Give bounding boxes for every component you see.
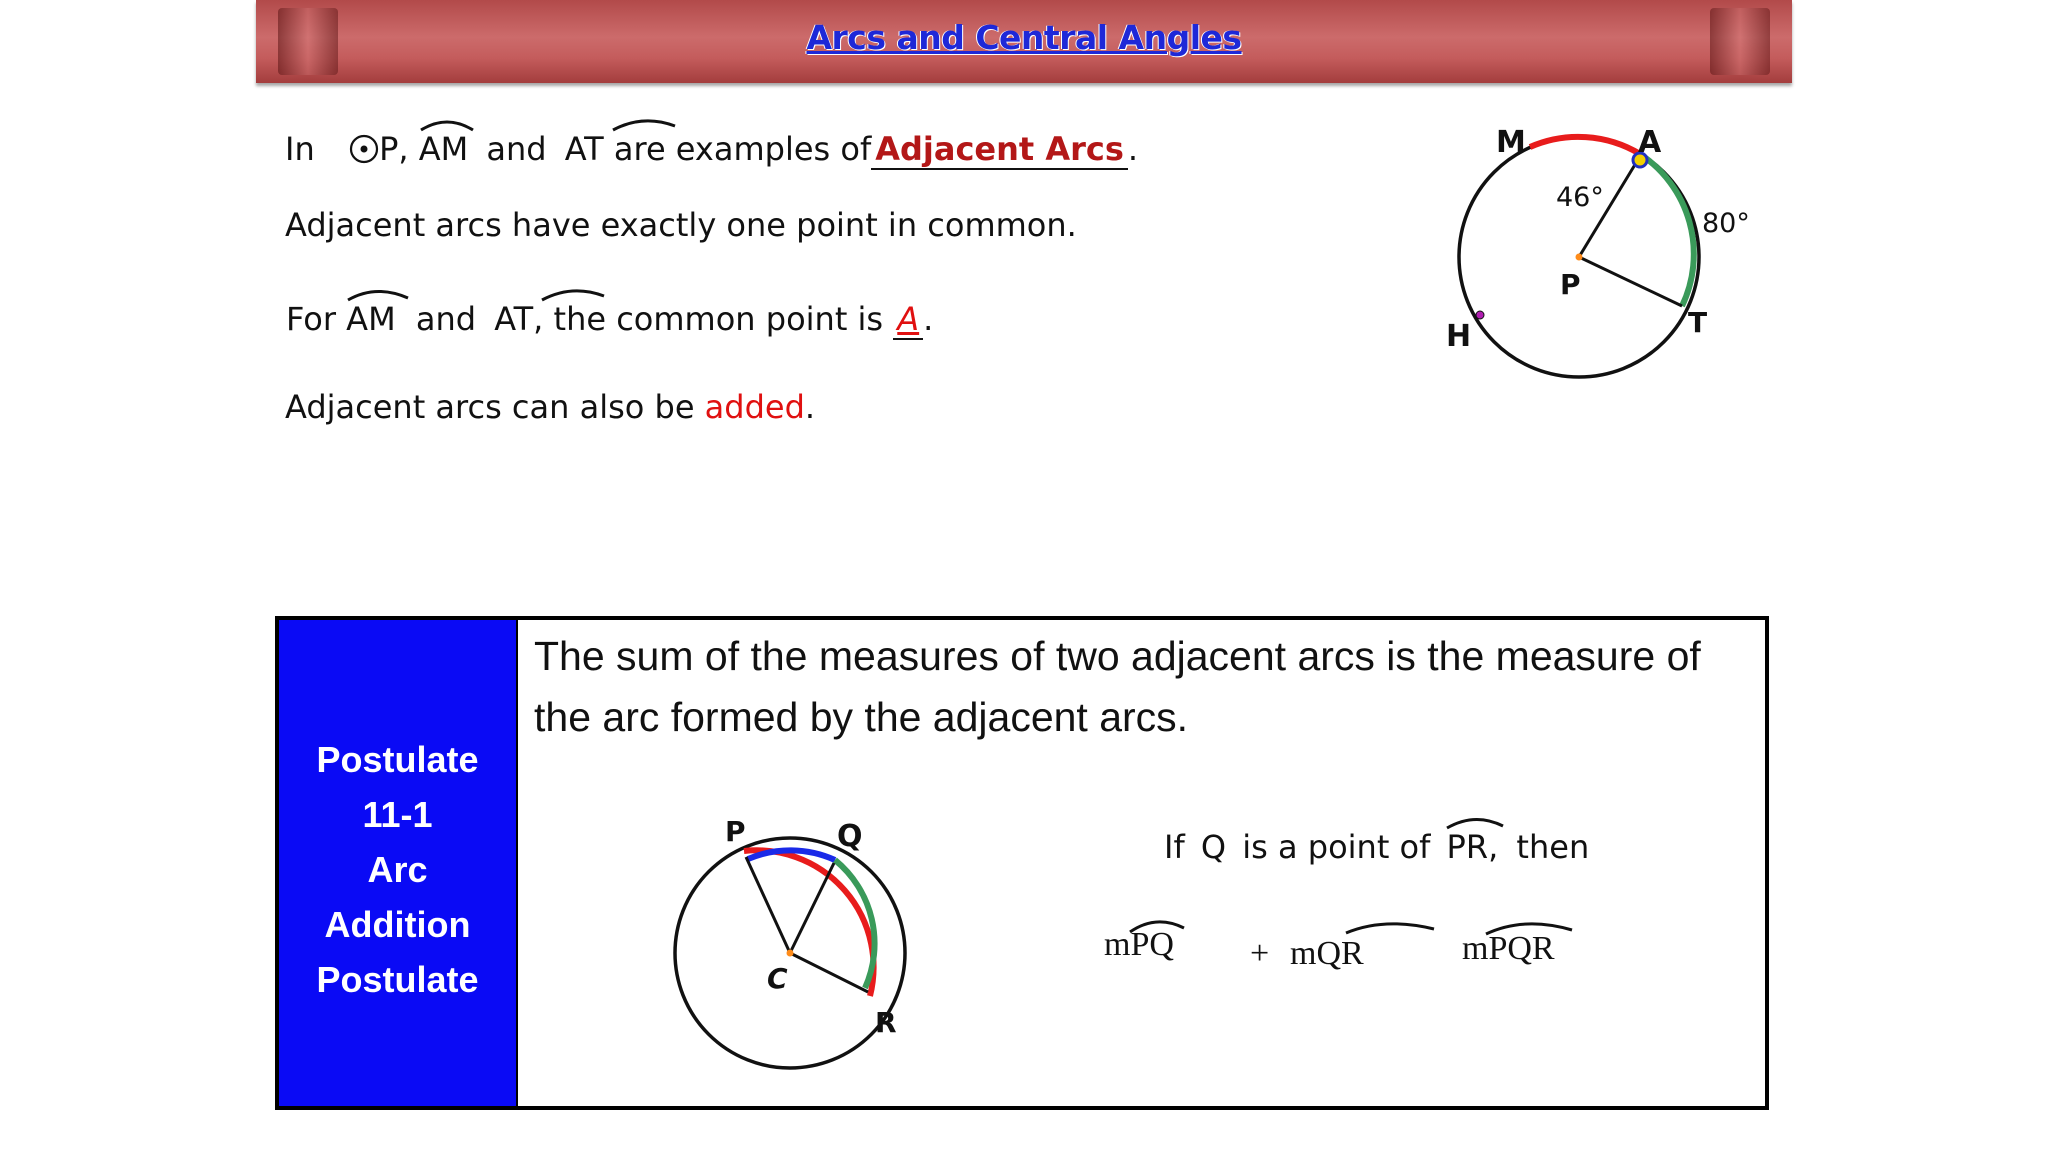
- arc-at-label: AT,: [494, 300, 544, 338]
- arc-at-notation: [494, 300, 543, 338]
- postulate-statement: The sum of the measures of two adjacent arcs is the measure of the arc formed by the adjacent arcs.: [534, 633, 1701, 740]
- line-can-be-added: [285, 388, 815, 426]
- label-p: P: [725, 815, 746, 848]
- condition-line: [1164, 828, 1589, 866]
- answer-blank: [893, 300, 923, 340]
- word-and: and: [486, 130, 547, 168]
- arc-mark-icon: [1484, 916, 1594, 938]
- arc-mark-icon: [417, 114, 477, 134]
- radius-cq: [790, 863, 834, 953]
- title-banner: [256, 0, 1792, 83]
- period: .: [1127, 130, 1139, 168]
- arc-at-measure: 80°: [1702, 208, 1750, 239]
- radius-cr: [790, 953, 868, 992]
- phrase-is-a-point-of: is a point of: [1242, 828, 1431, 866]
- arc-at-notation: [565, 130, 604, 168]
- line-adjacent-arcs-definition: [285, 130, 1138, 170]
- postulate-box: [275, 616, 1769, 1110]
- term-mpqr-label: mPQR: [1462, 930, 1555, 967]
- line-one-point-in-common: Adjacent arcs have exactly one point in common.: [285, 206, 1077, 244]
- circle-c-diagram: [647, 806, 967, 1106]
- arc-mark-icon: [344, 284, 414, 304]
- period: .: [804, 388, 816, 426]
- angle-mpa-measure: 46°: [1556, 182, 1604, 213]
- term-mqr: [1290, 935, 1364, 973]
- answer-adjacent-arcs: Adjacent Arcs: [875, 130, 1124, 168]
- arc-qr: [835, 860, 875, 988]
- postulate-label-line: Addition: [324, 904, 471, 945]
- line-can-be-added-text: Adjacent arcs can also be: [285, 388, 695, 426]
- term-mpqr: [1462, 930, 1555, 968]
- arc-mark-icon: [609, 114, 739, 134]
- word-for: For: [286, 300, 336, 338]
- arc-mark-icon: [1344, 917, 1444, 939]
- radius-cp: [746, 857, 790, 953]
- label-a: A: [1638, 125, 1662, 160]
- postulate-label-line: 11-1: [362, 794, 433, 835]
- answer-blank: [871, 130, 1128, 170]
- word-if: If: [1164, 828, 1185, 866]
- term-mpq-label: mPQ: [1104, 926, 1174, 963]
- label-t: T: [1688, 306, 1708, 339]
- arc-am-notation: [346, 300, 396, 338]
- postulate-label: [279, 732, 516, 1007]
- arc-pr-outer: [744, 850, 874, 996]
- phrase-are-examples-of: are examples of: [613, 130, 872, 168]
- circle-symbol-icon: [349, 134, 379, 164]
- term-mqr-label: mQR: [1290, 935, 1364, 972]
- word-added: added: [704, 388, 805, 426]
- radius-pm-line: [1420, 110, 1780, 390]
- label-c: C: [767, 962, 788, 995]
- circle-name: P,: [379, 130, 409, 168]
- point-q: Q: [1200, 828, 1227, 866]
- label-m: M: [1496, 125, 1526, 160]
- answer-point-a: A: [897, 300, 920, 338]
- postulate-label-line: Postulate: [316, 959, 479, 1000]
- arc-at-label: AT: [564, 130, 604, 168]
- arc-pr-notation: [1447, 828, 1499, 866]
- postulate-label-line: Arc: [367, 849, 428, 890]
- term-mpq: [1104, 926, 1174, 964]
- label-p: P: [1560, 268, 1581, 301]
- postulate-sidebar: [279, 620, 518, 1106]
- period: .: [923, 300, 934, 338]
- arc-mark-icon: [538, 284, 668, 304]
- page-title: Arcs and Central Angles: [806, 18, 1242, 57]
- arc-mark-icon: [1126, 914, 1216, 936]
- line-common-point: [286, 300, 933, 340]
- arc-am-label: AM: [418, 130, 469, 168]
- label-q: Q: [837, 819, 863, 854]
- arc-am-label: AM: [346, 300, 396, 338]
- postulate-label-line: Postulate: [316, 739, 479, 780]
- arc-mark-icon: [1445, 812, 1515, 832]
- label-h: H: [1446, 319, 1472, 354]
- arc-am-notation: [419, 130, 469, 168]
- plus-sign: +: [1250, 935, 1270, 972]
- phrase-common-point-is: the common point is: [553, 300, 884, 338]
- word-then: then: [1516, 828, 1590, 866]
- center-c-dot: [787, 950, 794, 957]
- label-r: R: [875, 1006, 897, 1039]
- arc-pr-label: PR,: [1446, 828, 1499, 866]
- word-and: and: [415, 300, 477, 338]
- word-in: In: [285, 130, 315, 168]
